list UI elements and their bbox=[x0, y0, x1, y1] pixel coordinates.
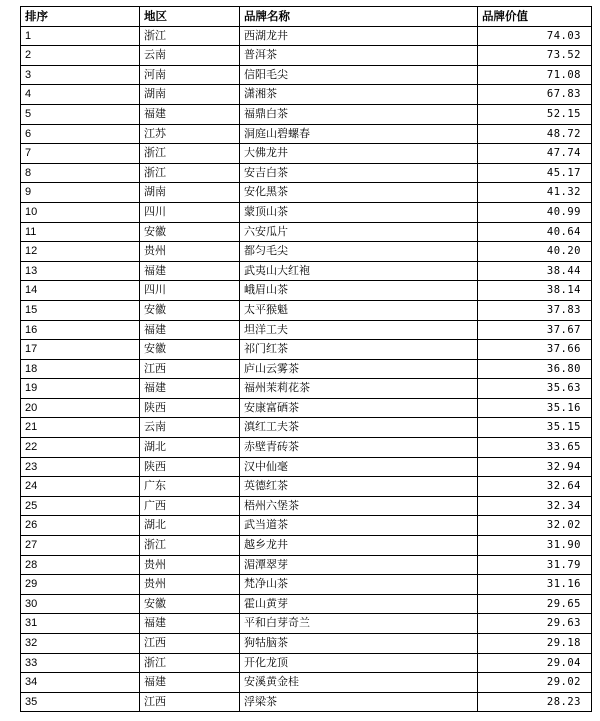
cell-rank: 13 bbox=[21, 261, 140, 281]
cell-rank: 24 bbox=[21, 477, 140, 497]
cell-rank: 20 bbox=[21, 398, 140, 418]
cell-rank: 21 bbox=[21, 418, 140, 438]
cell-brand: 英德红茶 bbox=[240, 477, 478, 497]
table-row bbox=[21, 104, 592, 124]
table-row bbox=[21, 359, 592, 379]
cell-brand: 赤壁青砖茶 bbox=[240, 438, 478, 458]
cell-value: 48.72 bbox=[478, 124, 592, 144]
cell-rank: 12 bbox=[21, 242, 140, 262]
cell-brand: 潇湘茶 bbox=[240, 85, 478, 105]
cell-rank: 11 bbox=[21, 222, 140, 242]
cell-brand: 福州茉莉花茶 bbox=[240, 379, 478, 399]
cell-brand: 安化黑茶 bbox=[240, 183, 478, 203]
cell-value: 35.63 bbox=[478, 379, 592, 399]
cell-brand: 庐山云雾茶 bbox=[240, 359, 478, 379]
cell-value: 29.04 bbox=[478, 653, 592, 673]
table-row bbox=[21, 183, 592, 203]
cell-region: 福建 bbox=[140, 261, 240, 281]
table-row bbox=[21, 438, 592, 458]
cell-region: 浙江 bbox=[140, 26, 240, 46]
cell-rank: 14 bbox=[21, 281, 140, 301]
header-value: 品牌价值 bbox=[478, 7, 592, 27]
table-row bbox=[21, 222, 592, 242]
cell-rank: 26 bbox=[21, 516, 140, 536]
table-row bbox=[21, 555, 592, 575]
table-row bbox=[21, 144, 592, 164]
cell-region: 江苏 bbox=[140, 124, 240, 144]
table-row bbox=[21, 575, 592, 595]
table-row bbox=[21, 398, 592, 418]
cell-value: 37.66 bbox=[478, 340, 592, 360]
cell-region: 四川 bbox=[140, 281, 240, 301]
cell-region: 湖南 bbox=[140, 85, 240, 105]
cell-value: 37.83 bbox=[478, 300, 592, 320]
table-row bbox=[21, 281, 592, 301]
cell-brand: 坦洋工夫 bbox=[240, 320, 478, 340]
cell-brand: 滇红工夫茶 bbox=[240, 418, 478, 438]
cell-rank: 6 bbox=[21, 124, 140, 144]
cell-rank: 4 bbox=[21, 85, 140, 105]
cell-region: 陕西 bbox=[140, 457, 240, 477]
cell-value: 38.44 bbox=[478, 261, 592, 281]
cell-region: 陕西 bbox=[140, 398, 240, 418]
cell-value: 32.64 bbox=[478, 477, 592, 497]
cell-region: 贵州 bbox=[140, 555, 240, 575]
table-row bbox=[21, 496, 592, 516]
table-row bbox=[21, 202, 592, 222]
table-row bbox=[21, 65, 592, 85]
cell-region: 江西 bbox=[140, 634, 240, 654]
cell-value: 74.03 bbox=[478, 26, 592, 46]
table-row bbox=[21, 516, 592, 536]
cell-region: 湖南 bbox=[140, 183, 240, 203]
cell-rank: 35 bbox=[21, 692, 140, 712]
cell-value: 31.90 bbox=[478, 536, 592, 556]
cell-brand: 浮梁茶 bbox=[240, 692, 478, 712]
cell-brand: 汉中仙毫 bbox=[240, 457, 478, 477]
cell-value: 73.52 bbox=[478, 46, 592, 66]
cell-brand: 洞庭山碧螺春 bbox=[240, 124, 478, 144]
cell-value: 35.15 bbox=[478, 418, 592, 438]
cell-brand: 狗牯脑茶 bbox=[240, 634, 478, 654]
cell-rank: 15 bbox=[21, 300, 140, 320]
table-row bbox=[21, 242, 592, 262]
cell-brand: 梵净山茶 bbox=[240, 575, 478, 595]
cell-brand: 武当道茶 bbox=[240, 516, 478, 536]
cell-brand: 峨眉山茶 bbox=[240, 281, 478, 301]
cell-brand: 武夷山大红袍 bbox=[240, 261, 478, 281]
cell-value: 28.23 bbox=[478, 692, 592, 712]
table-row bbox=[21, 340, 592, 360]
cell-rank: 17 bbox=[21, 340, 140, 360]
cell-region: 浙江 bbox=[140, 653, 240, 673]
cell-value: 33.65 bbox=[478, 438, 592, 458]
cell-brand: 霍山黄芽 bbox=[240, 594, 478, 614]
cell-rank: 32 bbox=[21, 634, 140, 654]
cell-value: 52.15 bbox=[478, 104, 592, 124]
table-row bbox=[21, 320, 592, 340]
cell-rank: 34 bbox=[21, 673, 140, 693]
table-row bbox=[21, 692, 592, 712]
cell-value: 29.02 bbox=[478, 673, 592, 693]
table-row bbox=[21, 418, 592, 438]
cell-region: 安徽 bbox=[140, 594, 240, 614]
cell-value: 35.16 bbox=[478, 398, 592, 418]
cell-brand: 湄潭翠芽 bbox=[240, 555, 478, 575]
cell-brand: 祁门红茶 bbox=[240, 340, 478, 360]
table-row bbox=[21, 457, 592, 477]
cell-value: 71.08 bbox=[478, 65, 592, 85]
cell-value: 29.65 bbox=[478, 594, 592, 614]
cell-region: 贵州 bbox=[140, 575, 240, 595]
table-row bbox=[21, 124, 592, 144]
cell-region: 福建 bbox=[140, 379, 240, 399]
table-row bbox=[21, 536, 592, 556]
cell-rank: 25 bbox=[21, 496, 140, 516]
table-row bbox=[21, 300, 592, 320]
cell-region: 四川 bbox=[140, 202, 240, 222]
cell-value: 40.99 bbox=[478, 202, 592, 222]
cell-rank: 18 bbox=[21, 359, 140, 379]
cell-brand: 福鼎白茶 bbox=[240, 104, 478, 124]
table-row bbox=[21, 673, 592, 693]
cell-brand: 安吉白茶 bbox=[240, 163, 478, 183]
cell-region: 福建 bbox=[140, 673, 240, 693]
cell-value: 31.16 bbox=[478, 575, 592, 595]
table-row bbox=[21, 594, 592, 614]
cell-rank: 10 bbox=[21, 202, 140, 222]
cell-rank: 9 bbox=[21, 183, 140, 203]
cell-value: 29.18 bbox=[478, 634, 592, 654]
cell-brand: 大佛龙井 bbox=[240, 144, 478, 164]
cell-value: 47.74 bbox=[478, 144, 592, 164]
table-row bbox=[21, 477, 592, 497]
cell-brand: 信阳毛尖 bbox=[240, 65, 478, 85]
cell-brand: 蒙顶山茶 bbox=[240, 202, 478, 222]
cell-value: 37.67 bbox=[478, 320, 592, 340]
cell-brand: 普洱茶 bbox=[240, 46, 478, 66]
cell-region: 浙江 bbox=[140, 144, 240, 164]
header-region: 地区 bbox=[140, 7, 240, 27]
cell-rank: 8 bbox=[21, 163, 140, 183]
cell-value: 36.80 bbox=[478, 359, 592, 379]
cell-rank: 30 bbox=[21, 594, 140, 614]
cell-brand: 六安瓜片 bbox=[240, 222, 478, 242]
cell-rank: 27 bbox=[21, 536, 140, 556]
header-brand: 品牌名称 bbox=[240, 7, 478, 27]
cell-region: 安徽 bbox=[140, 300, 240, 320]
cell-brand: 安溪黄金桂 bbox=[240, 673, 478, 693]
cell-value: 31.79 bbox=[478, 555, 592, 575]
cell-region: 江西 bbox=[140, 359, 240, 379]
cell-rank: 1 bbox=[21, 26, 140, 46]
cell-rank: 5 bbox=[21, 104, 140, 124]
cell-region: 福建 bbox=[140, 614, 240, 634]
cell-region: 广东 bbox=[140, 477, 240, 497]
cell-region: 福建 bbox=[140, 320, 240, 340]
cell-brand: 开化龙顶 bbox=[240, 653, 478, 673]
cell-brand: 都匀毛尖 bbox=[240, 242, 478, 262]
cell-brand: 西湖龙井 bbox=[240, 26, 478, 46]
cell-value: 32.94 bbox=[478, 457, 592, 477]
cell-rank: 2 bbox=[21, 46, 140, 66]
cell-value: 29.63 bbox=[478, 614, 592, 634]
cell-value: 45.17 bbox=[478, 163, 592, 183]
cell-region: 浙江 bbox=[140, 163, 240, 183]
cell-rank: 33 bbox=[21, 653, 140, 673]
cell-region: 广西 bbox=[140, 496, 240, 516]
table-row bbox=[21, 653, 592, 673]
cell-rank: 19 bbox=[21, 379, 140, 399]
cell-rank: 7 bbox=[21, 144, 140, 164]
cell-brand: 梧州六堡茶 bbox=[240, 496, 478, 516]
cell-value: 32.34 bbox=[478, 496, 592, 516]
table-row bbox=[21, 379, 592, 399]
cell-region: 福建 bbox=[140, 104, 240, 124]
table-header-row bbox=[21, 7, 592, 27]
cell-region: 安徽 bbox=[140, 340, 240, 360]
cell-rank: 3 bbox=[21, 65, 140, 85]
cell-rank: 23 bbox=[21, 457, 140, 477]
table-row bbox=[21, 85, 592, 105]
cell-value: 67.83 bbox=[478, 85, 592, 105]
cell-rank: 16 bbox=[21, 320, 140, 340]
brand-value-table bbox=[20, 6, 592, 712]
cell-brand: 越乡龙井 bbox=[240, 536, 478, 556]
cell-region: 安徽 bbox=[140, 222, 240, 242]
cell-rank: 28 bbox=[21, 555, 140, 575]
table-row bbox=[21, 634, 592, 654]
table-row bbox=[21, 163, 592, 183]
table-row bbox=[21, 46, 592, 66]
header-rank: 排序 bbox=[21, 7, 140, 27]
cell-region: 江西 bbox=[140, 692, 240, 712]
cell-region: 贵州 bbox=[140, 242, 240, 262]
cell-rank: 22 bbox=[21, 438, 140, 458]
cell-region: 浙江 bbox=[140, 536, 240, 556]
cell-value: 38.14 bbox=[478, 281, 592, 301]
cell-region: 湖北 bbox=[140, 438, 240, 458]
table-row bbox=[21, 261, 592, 281]
cell-value: 40.64 bbox=[478, 222, 592, 242]
cell-region: 云南 bbox=[140, 418, 240, 438]
cell-value: 32.02 bbox=[478, 516, 592, 536]
cell-value: 40.20 bbox=[478, 242, 592, 262]
cell-region: 云南 bbox=[140, 46, 240, 66]
cell-rank: 31 bbox=[21, 614, 140, 634]
cell-value: 41.32 bbox=[478, 183, 592, 203]
table-row bbox=[21, 614, 592, 634]
cell-region: 湖北 bbox=[140, 516, 240, 536]
cell-brand: 安康富硒茶 bbox=[240, 398, 478, 418]
table-body bbox=[21, 26, 592, 712]
cell-rank: 29 bbox=[21, 575, 140, 595]
cell-brand: 平和白芽奇兰 bbox=[240, 614, 478, 634]
table-row bbox=[21, 26, 592, 46]
cell-region: 河南 bbox=[140, 65, 240, 85]
cell-brand: 太平猴魁 bbox=[240, 300, 478, 320]
